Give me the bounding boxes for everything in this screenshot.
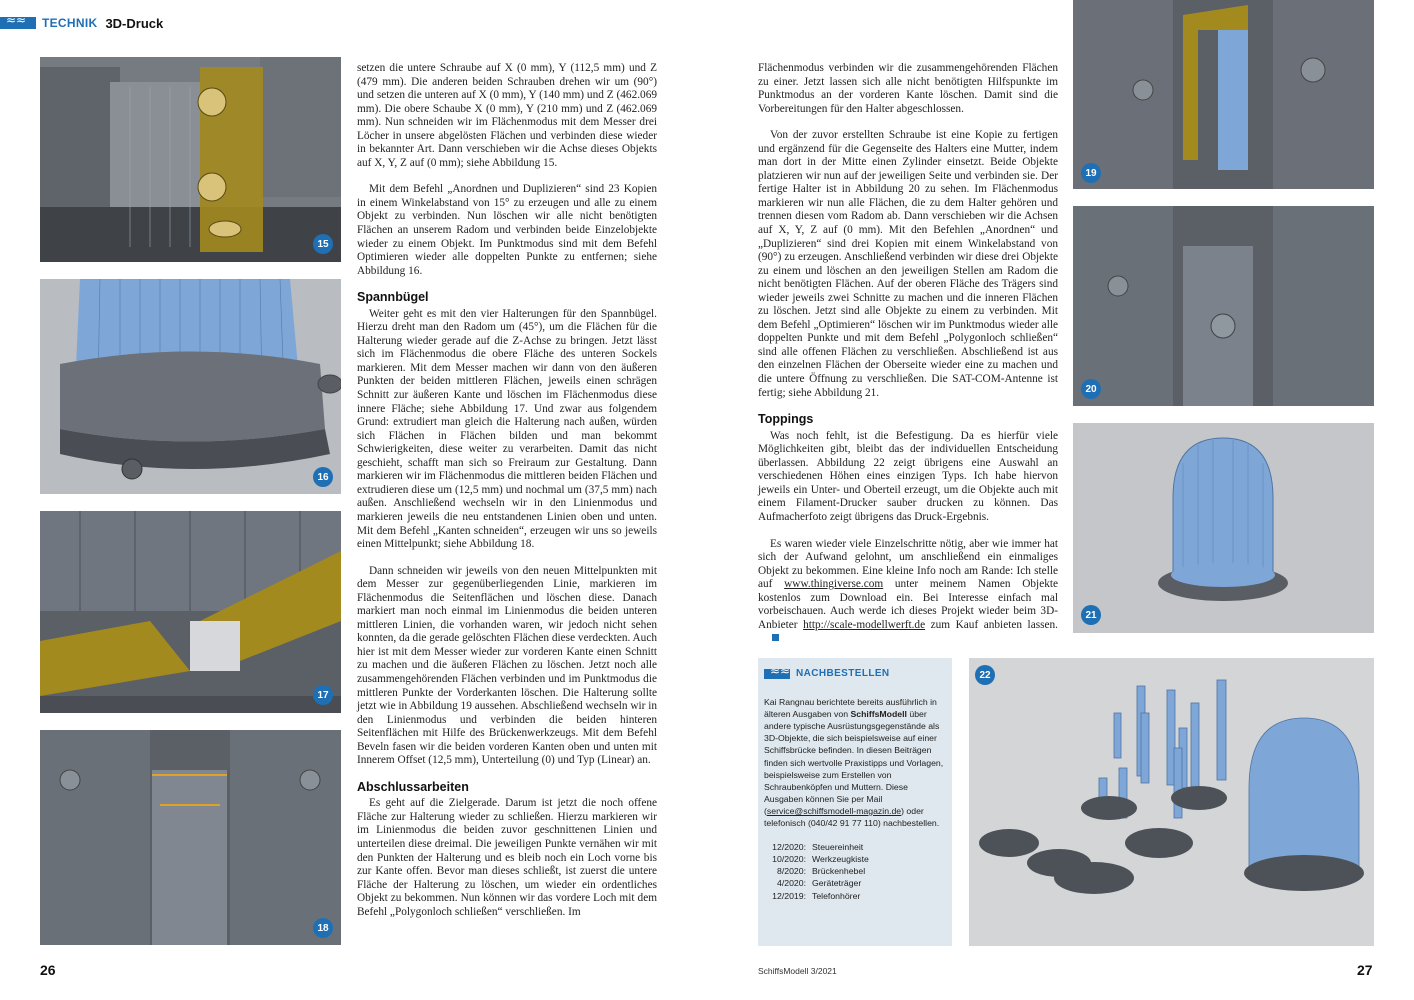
paragraph-final — [758, 538, 1058, 646]
text-run: Es waren wieder viele Einzelschritte nötig, aber wie immer hat sich der Aufwand gelohnt, um anschließend ein einmaliges Objekt zu bekommen. Eine kleine Info noch am Rande: Ich stelle auf — [758, 537, 1058, 591]
figure-18 — [40, 730, 341, 945]
issue-item — [764, 865, 946, 877]
figure-20-number: 20 — [1081, 379, 1101, 399]
figure-15 — [40, 57, 341, 262]
figure-16 — [40, 279, 341, 494]
figure-21 — [1073, 423, 1374, 633]
wave-icon — [764, 669, 790, 679]
text-run: ) oder telefonisch (040/42 91 77 110) nachbestellen. — [764, 805, 940, 829]
page-header — [0, 12, 360, 34]
text-run: zum Kauf anbieten lassen. — [925, 618, 1058, 631]
section-topic: 3D-Druck — [105, 15, 164, 31]
figure-15-number: 15 — [313, 234, 333, 254]
brand-name: SchiffsModell — [850, 709, 907, 720]
text-run: Kai Rangnau berichtete bereits ausführlich in älteren Ausgaben von — [764, 697, 937, 720]
paragraph: setzen die untere Schraube auf X (0 mm), Y (112,5 mm) und Z (479 mm). Die anderen beiden Schrauben drehen wir um (90°) und setzen die unteren auf X (0 mm), Y (140 mm) und Z (462.069 mm). Die obere Schaube X (0 mm), Y (210 mm) und Z (462.069 mm). Nun schneiden wir im Flächenmodus mit dem Messer drei Löcher in unsere abgelösten Flächen und verbinden diese wieder in bekannter Art. Dann verschieben wir die Achse dieses Objekts auf X, Y, Z auf (0 mm); siehe Abbildung 15. — [357, 62, 657, 169]
section-label: TECHNIK — [42, 16, 98, 30]
paragraph: Mit dem Befehl „Anordnen und Duplizieren“ sind 23 Kopien in einem Winkelabstand von 15° zu erzeugen und alle zu einem Objekt zu verbinden. Nun löschen wir alle nicht benötigten Flächen an unserem Radom und verbinden beide Einzelobjekte wieder zu einem Objekt. Im Punktmodus sind mit dem Befehl Optimieren wieder alle doppelten Punkte zu entfernen; siehe Abbildung 16. — [357, 183, 657, 277]
text-run: über andere typische Ausrüstungsgegenstände als 3D-Objekte, die sich beispielsweise auf einer Schiffsbrücke befinden. In diesen Beiträgen finden sich wertvolle Praxistipps und Vorlagen, beispielsweise zum Erstellen von Schraubenköpfen und Muttern. Diese Ausgaben können Sie per Mail ( — [764, 709, 944, 816]
nachbestellen-box — [758, 658, 952, 946]
issue-title: Telefonhörer — [812, 890, 861, 901]
nachbestellen-header — [758, 658, 952, 688]
subheading-toppings: Toppings — [758, 412, 814, 427]
issue-date: 10/2020: — [772, 854, 806, 865]
issue-title: Werkzeugkiste — [812, 854, 869, 865]
figure-16-number: 16 — [313, 467, 333, 487]
issue-date: 8/2020: — [777, 866, 806, 877]
paragraph: Es geht auf die Zielgerade. Darum ist jetzt die noch offene Fläche zur Halterung wieder zu schließen. Hierzu markieren wir im Linienmodus die beiden zuvor geschnittenen Linien und unterteilen diese dreimal. Die jeweiligen Punkte vernähen wir mit den Punkten der Halterung und es bleib noch ein Loch vorne bis zur Kante offen. Bevor man dieses schließt, ist zuerst die untere Fläche der Halterung zu löschen, um wieder ein ordentliches Objekt zu bekommen. Nun können wir das vordere Loch mit dem Befehl „Polygonloch schließen“ verschließen. Im — [357, 797, 657, 918]
issue-title: Steuereinheit — [812, 842, 864, 853]
subheading-spannbuegel: Spannbügel — [357, 290, 429, 305]
paragraph: Flächenmodus verbinden wir die zusammengehörenden Flächen zu einer. Jetzt lassen sich alle nicht benötigten Hilfspunkte im Punktmodus an der vorderen Kante löschen. Damit sind die Vorbereitungen für den Halter abgeschlossen. — [758, 62, 1058, 115]
email-link[interactable]: service@schiffsmodell-magazin.de — [766, 805, 902, 816]
issue-item — [764, 890, 946, 902]
issue-item — [764, 853, 946, 865]
text-column-2 — [758, 62, 1058, 659]
section-wave-icon — [0, 17, 36, 29]
issue-date: 12/2020: — [772, 842, 806, 853]
nachbestellen-title: NACHBESTELLEN — [796, 668, 890, 679]
figure-20 — [1073, 206, 1374, 406]
figure-19 — [1073, 0, 1374, 189]
issue-item — [764, 841, 946, 853]
paragraph: Weiter geht es mit den vier Halterungen für den Spannbügel. Hierzu dreht man den Radom um (45°), um die Flächen für die Halterung wieder gerade auf die Z-Achse zu bringen. Jetzt lässt sich im Flächenmodus die obere Fläche des unteren Sockels markieren. Mit dem Messer machen wir dann von den äußeren Punkten der beiden mittleren Flächen, jeweils einen schrägen Schnitt zur äußeren Kante und löschen im Flächenmodus diese innere Fläche; siehe Abbildung 17. Und zwar aus folgendem Grund: extrudiert man gleich die Halterung nach außen, würden sich Flächen in Flächen bilden und man bekommt Schwierigkeiten, diese weiter zu verarbeiten. Damit das nicht geschieht, schafft man sich so Freiraum zur Gestaltung. Dann markieren wir im Flächenmodus die mittleren beiden Flächen und extrudieren diese um (12,5 mm) und nochmal um (37,5 mm) nach außen. Anschließend wechseln wir in den Linienmodus und markieren jeweils die neu entstandenen Linien oben und unten. Mit dem Befehl „Kanten schneiden“, erzeugen wir uns so jeweils einen Mittelpunkt; siehe Abbildung 18. — [357, 307, 657, 551]
figure-17-number: 17 — [313, 685, 333, 705]
issue-list — [764, 841, 946, 901]
magazine-issue: SchiffsModell 3/2021 — [758, 966, 837, 976]
link-thingiverse[interactable]: www.thingiverse.com — [784, 578, 884, 591]
paragraph: Von der zuvor erstellten Schraube ist eine Kopie zu fertigen und ergänzend für die Gegenseite des Halters eine Mutter, indem man dort in der Mitte einen Zylinder einsetzt. Beide Objekte platzieren wir nun auf der jeweiligen Seite und verbinden sie. Der fertige Halter ist in Abbildung 20 zu sehen. Im Flächenmodus markieren wir nun alle Flächen, die zu dem Halter gehören und trennen diesen vom Radom ab. Dann verschieben wir die Achsen auf X, Y, Z auf (0 mm). Mit den Befehlen „Anordnen“ und „Duplizieren“ sind drei Kopien mit einem Winkelabstand von (90°) zu erzeugen. Anschließend verbinden wir diese drei Objekte zu einem und löschen an den jeweiligen Stellen am Radom die nicht benötigten Flächen. Auf der oberen Fläche des Trägers sind wieder jeweils zwei Schnitte zu machen und die inneren Flächen zu löschen. Jetzt sind alle Objekte zu einem zu verbinden. Mit dem Befehl „Optimieren“ löschen wir im Punktmodus wieder alle doppelten Punkte und mit dem Befehl „Polygonloch schließen“ sind alle offenen Flächen zu verschließen. Abschließend ist aus den einzelnen Flächen der Oberseite wieder eine zu machen und die untere Öffnung zu verschließen. Die SAT-COM-Antenne ist fertig; siehe Abbildung 21. — [758, 129, 1058, 399]
paragraph: Was noch fehlt, ist die Befestigung. Da es hierfür viele Möglichkeiten gibt, bleibt das der individuellen Entscheidung überlassen. Abbildung 22 zeigt übrigens eine Auswahl an verschiedenen Höhen eines einzigen Typs. Ich habe hiervon jeweils ein Unter- und Oberteil erzeugt, um die Objekte auch mit einem Filament-Drucker sauber drucken zu können. Das Aufmacherfoto zeigt übrigens das Druck-Ergebnis. — [758, 429, 1058, 523]
issue-title: Brückenhebel — [812, 866, 866, 877]
issue-item — [764, 877, 946, 889]
figure-21-number: 21 — [1081, 605, 1101, 625]
page-number-right: 27 — [1357, 962, 1373, 978]
link-scale-modellwerft[interactable]: http://scale-modellwerft.de — [803, 618, 926, 631]
nachbestellen-body — [758, 688, 952, 902]
issue-title: Geräteträger — [812, 878, 862, 889]
figure-18-number: 18 — [313, 918, 333, 938]
text-run: unter meinem Namen Objekte kostenlos zum Download ein. Bei Interesse einfach mal vorbeischauen. Auch werde ich dieses Projekt wieder beim 3D-Anbieter — [758, 578, 1059, 631]
nachbestellen-text — [764, 696, 946, 829]
text-column-1 — [357, 62, 657, 932]
subheading-abschlussarbeiten: Abschlussarbeiten — [357, 779, 469, 794]
figure-19-number: 19 — [1081, 163, 1101, 183]
paragraph: Dann schneiden wir jeweils von den neuen Mittelpunkten mit dem Messer zur gegenüberliegenden Linie, markieren im Flächenmodus die Seitenflächen und löschen diese. Danach markiert man noch einmal im Linienmodus die beiden unteren mittleren Linien, die vorhanden waren, wir jedoch nicht sehen konnten, da die gerade gelöschten Flächen diese verdeckten. Auch hier ist mit dem Messer wieder zur vorderen Kante einen Schnitt zu machen und die äußeren Flächen zu löschen. Jetzt noch alle zusammengehörenden Flächen verbinden und im Punktmodus die mittleren Punkte der Vorderkanten löschen. Die Halterung sollte jetzt wie in Abbildung 19 aussehen. Abschließend wechseln wir in den Linienmodus und verbinden die beiden hinteren Seitenflächen mit Hilfe des Brückenwerkzeugs. Mit dem Befehl Beveln fasen wir die beiden vorderen Kanten oben und unten mit Innerem Offset (12,5 mm), Unterteilung (0) und Typ (Linear) an. — [357, 564, 657, 767]
figure-17 — [40, 511, 341, 713]
page-number-left: 26 — [40, 962, 56, 978]
end-mark-icon — [772, 634, 779, 641]
figure-22-number: 22 — [975, 665, 995, 685]
figure-22 — [969, 658, 1374, 946]
issue-date: 12/2019: — [772, 890, 806, 901]
issue-date: 4/2020: — [777, 878, 806, 889]
